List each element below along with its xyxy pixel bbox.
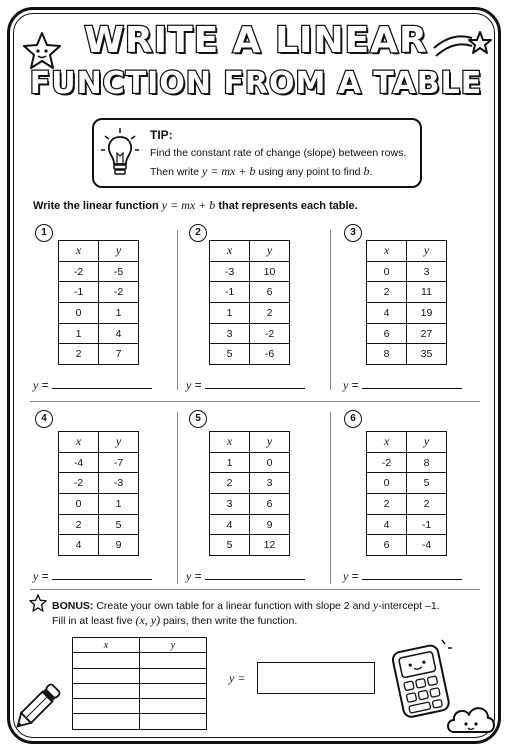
table-row (210, 473, 290, 494)
bonus-cell[interactable] (73, 653, 140, 668)
table-row (367, 452, 447, 473)
table-cell: 0 (367, 473, 407, 494)
table-row (367, 514, 447, 535)
table-cell: 0 (367, 261, 407, 282)
table-row (210, 535, 290, 556)
answer-line (33, 377, 152, 393)
table-cell: -3 (99, 473, 139, 494)
table-cell: -2 (367, 452, 407, 473)
problem-table (366, 431, 447, 556)
table-row (59, 514, 139, 535)
table-row (367, 494, 447, 515)
table-cell: 1 (99, 494, 139, 515)
answer-line (343, 377, 462, 393)
answer-variable: y (343, 569, 349, 583)
bonus-cell[interactable] (140, 683, 207, 698)
table-header: x (367, 432, 407, 453)
bonus-cell[interactable] (73, 714, 140, 729)
answer-variable: y (33, 378, 39, 392)
table-row (59, 323, 139, 344)
table-cell: 5 (407, 473, 447, 494)
table-header: y (99, 432, 139, 453)
answer-blank[interactable] (205, 377, 305, 389)
bonus-cell[interactable] (73, 668, 140, 683)
table-cell: 2 (367, 282, 407, 303)
column-divider (177, 230, 178, 390)
problem-table (366, 240, 447, 365)
table-row (210, 494, 290, 515)
table-row (210, 261, 290, 282)
table-cell: 5 (210, 535, 250, 556)
table-cell: 3 (407, 261, 447, 282)
answer-blank[interactable] (362, 377, 462, 389)
bonus-cell[interactable] (140, 653, 207, 668)
table-cell: 4 (99, 323, 139, 344)
table-cell: -2 (250, 323, 290, 344)
table-cell: 3 (210, 323, 250, 344)
table-cell: 1 (210, 303, 250, 324)
answer-variable: y (33, 569, 39, 583)
bonus-cell[interactable] (140, 714, 207, 729)
answer-blank[interactable] (52, 568, 152, 580)
tip-text-1: Find the constant rate of change (slope) between rows. (150, 147, 407, 159)
answer-equals: = (191, 378, 202, 392)
table-cell: 2 (210, 473, 250, 494)
lightbulb-icon (100, 126, 140, 182)
table-cell: 2 (59, 514, 99, 535)
answer-variable: y (186, 378, 192, 392)
table-cell: 4 (59, 535, 99, 556)
table-row (59, 303, 139, 324)
table-cell: 1 (59, 323, 99, 344)
bonus-header-x: x (73, 638, 140, 653)
table-cell: 19 (407, 303, 447, 324)
table-header: y (99, 241, 139, 262)
table-header: x (367, 241, 407, 262)
bonus-cell[interactable] (140, 668, 207, 683)
table-row (59, 473, 139, 494)
bonus-answer-label: y = (229, 671, 246, 685)
bonus-answer-box[interactable] (257, 662, 375, 694)
problem-table (58, 240, 139, 365)
answer-equals: = (38, 378, 49, 392)
answer-variable: y (343, 378, 349, 392)
answer-line (343, 568, 462, 584)
bonus-cell[interactable] (73, 683, 140, 698)
table-cell: 10 (250, 261, 290, 282)
table-cell: 0 (59, 303, 99, 324)
table-cell: 27 (407, 323, 447, 344)
table-row (367, 303, 447, 324)
table-cell: 4 (367, 303, 407, 324)
column-divider (330, 230, 331, 390)
tip-box (92, 118, 422, 188)
problem-number: 5 (189, 410, 207, 428)
pencil-icon (10, 680, 62, 736)
table-row (210, 452, 290, 473)
bonus-cell[interactable] (140, 699, 207, 714)
answer-equals: = (348, 569, 359, 583)
table-cell: 2 (59, 344, 99, 365)
table-row (59, 282, 139, 303)
table-row (367, 261, 447, 282)
problem-number: 1 (35, 224, 53, 242)
table-row (210, 344, 290, 365)
table-cell: -4 (59, 452, 99, 473)
table-cell: 6 (250, 282, 290, 303)
table-row (367, 473, 447, 494)
table-row (59, 452, 139, 473)
table-cell: -2 (59, 261, 99, 282)
table-header: x (59, 432, 99, 453)
problem-number: 4 (35, 410, 53, 428)
table-cell: -4 (407, 535, 447, 556)
answer-variable: y (186, 569, 192, 583)
table-cell: -3 (210, 261, 250, 282)
table-header: y (407, 241, 447, 262)
table-cell: 2 (407, 494, 447, 515)
table-cell: -1 (210, 282, 250, 303)
table-cell: -1 (59, 282, 99, 303)
problem-number: 2 (189, 224, 207, 242)
table-row (59, 494, 139, 515)
table-cell: 12 (250, 535, 290, 556)
tip-text-2: Then write y = mx + b using any point to find b. (150, 164, 373, 178)
table-cell: 8 (407, 452, 447, 473)
table-cell: -1 (407, 514, 447, 535)
problem-table (58, 431, 139, 556)
table-cell: -7 (99, 452, 139, 473)
bonus-header-y: y (140, 638, 207, 653)
table-header: x (59, 241, 99, 262)
page-title-line-2: FUNCTION FROM A TABLE (29, 66, 483, 101)
table-cell: -5 (99, 261, 139, 282)
table-row (59, 535, 139, 556)
table-cell: 2 (367, 494, 407, 515)
bonus-cell[interactable] (73, 699, 140, 714)
table-cell: 6 (367, 323, 407, 344)
table-cell: -6 (250, 344, 290, 365)
answer-equals: = (38, 569, 49, 583)
column-divider (330, 412, 331, 584)
table-cell: -2 (99, 282, 139, 303)
table-row (210, 514, 290, 535)
row-divider (30, 401, 480, 402)
column-divider (177, 412, 178, 584)
bonus-text-1: BONUS: Create your own table for a linear function with slope 2 and y-intercept –1. (52, 598, 440, 612)
table-row (59, 261, 139, 282)
answer-line (186, 377, 305, 393)
table-header: x (210, 432, 250, 453)
answer-line (33, 568, 152, 584)
cloud-icon (444, 696, 498, 736)
answer-blank[interactable] (362, 568, 462, 580)
table-cell: 7 (99, 344, 139, 365)
table-cell: 4 (210, 514, 250, 535)
table-header: x (210, 241, 250, 262)
table-cell: 5 (99, 514, 139, 535)
table-header: y (250, 241, 290, 262)
table-cell: 1 (210, 452, 250, 473)
instruction: Write the linear function y = mx + b that represents each table. (33, 198, 358, 212)
table-cell: 11 (407, 282, 447, 303)
table-cell: 5 (210, 344, 250, 365)
answer-equals: = (348, 378, 359, 392)
star-icon (29, 594, 47, 612)
table-cell: 9 (250, 514, 290, 535)
table-cell: 1 (99, 303, 139, 324)
page-title-line-1: WRITE A LINEAR (84, 20, 428, 61)
table-header: y (407, 432, 447, 453)
table-row (210, 303, 290, 324)
bonus-text-2: Fill in at least five (x, y) pairs, then write the function. (52, 613, 298, 627)
table-row (59, 344, 139, 365)
table-row (367, 535, 447, 556)
table-row (210, 282, 290, 303)
table-row (210, 323, 290, 344)
table-cell: 8 (367, 344, 407, 365)
table-cell: 0 (250, 452, 290, 473)
problem-table (209, 240, 290, 365)
table-header: y (250, 432, 290, 453)
table-cell: 2 (250, 303, 290, 324)
table-cell: 35 (407, 344, 447, 365)
table-row (367, 344, 447, 365)
table-cell: -2 (59, 473, 99, 494)
row-divider (30, 589, 480, 590)
answer-blank[interactable] (52, 377, 152, 389)
problem-table (209, 431, 290, 556)
table-cell: 4 (367, 514, 407, 535)
table-cell: 9 (99, 535, 139, 556)
table-row (367, 323, 447, 344)
answer-line (186, 568, 305, 584)
problem-number: 3 (344, 224, 362, 242)
table-cell: 0 (59, 494, 99, 515)
bonus-table (72, 637, 207, 730)
answer-blank[interactable] (205, 568, 305, 580)
tip-heading: TIP: (150, 128, 173, 142)
table-cell: 3 (210, 494, 250, 515)
table-cell: 3 (250, 473, 290, 494)
table-cell: 6 (367, 535, 407, 556)
table-cell: 6 (250, 494, 290, 515)
answer-equals: = (191, 569, 202, 583)
table-row (367, 282, 447, 303)
problem-number: 6 (344, 410, 362, 428)
